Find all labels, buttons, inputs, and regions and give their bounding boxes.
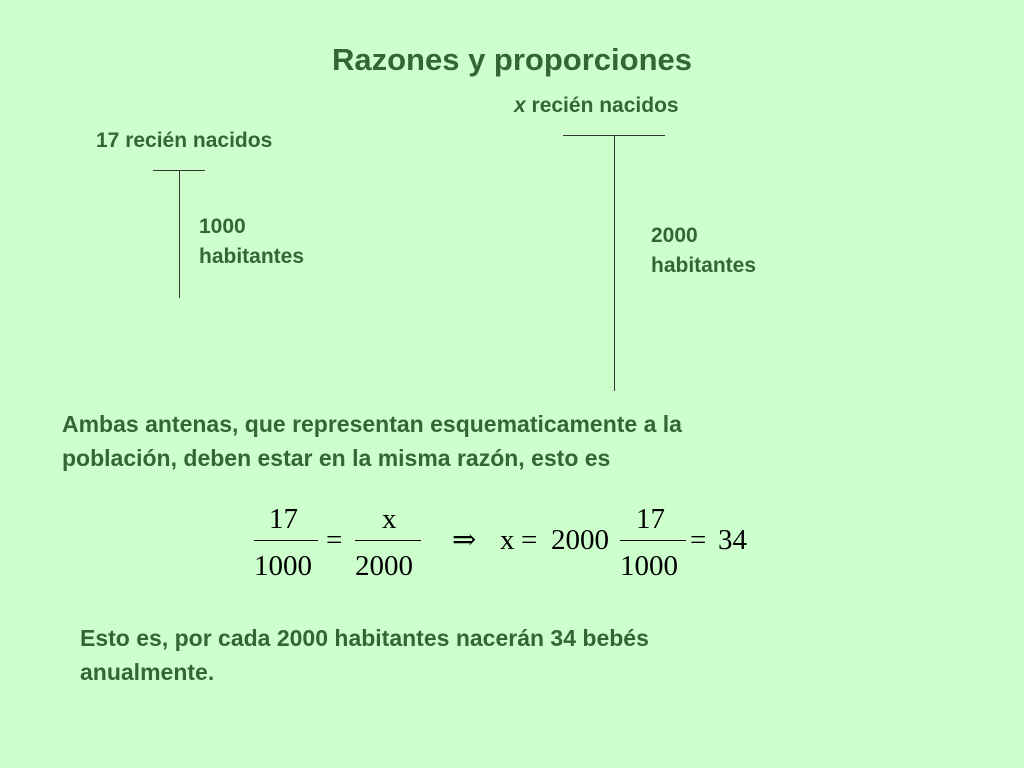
fraction-2-numerator: x <box>382 503 397 535</box>
right-antenna-side-label-number: 2000 <box>651 224 698 247</box>
fraction-3-denominator: 1000 <box>620 550 678 582</box>
equals-sign-1: = <box>326 524 343 556</box>
left-antenna-side-label-number: 1000 <box>199 215 246 238</box>
left-antenna-top-label: 17 recién nacidos <box>96 129 273 152</box>
left-antenna-mast <box>179 170 180 298</box>
fraction-1-bar <box>254 540 318 541</box>
fraction-2-denominator: 2000 <box>355 550 413 582</box>
right-antenna-top-label <box>514 91 679 121</box>
fraction-2-bar <box>355 540 421 541</box>
left-antenna-side-label-unit: habitantes <box>199 245 305 268</box>
explanation-line-2: población, deben estar en la misma razón, esto es <box>62 445 611 471</box>
conclusion-line-1: Esto es, por cada 2000 habitantes nacerán 34 bebés <box>80 625 649 651</box>
fraction-1-numerator: 17 <box>269 503 298 535</box>
explanation-line-1: Ambas antenas, que representan esquematicamente a la <box>62 411 682 437</box>
fraction-1-denominator: 1000 <box>254 550 312 582</box>
conclusion-line-2: anualmente. <box>80 659 215 685</box>
result-variable: x <box>500 524 515 556</box>
fraction-3-numerator: 17 <box>636 503 665 535</box>
right-antenna-mast <box>614 135 615 391</box>
right-antenna-side-label-unit: habitantes <box>651 254 757 277</box>
fraction-3-bar <box>620 540 686 541</box>
result-value: 34 <box>718 524 747 556</box>
equals-sign-2: = <box>521 524 538 556</box>
right-antenna-top-variable: x <box>514 94 526 117</box>
slide-title: Razones y proporciones <box>331 42 693 77</box>
multiplier-2000: 2000 <box>551 524 609 556</box>
right-antenna-top-label-text: recién nacidos <box>525 94 679 117</box>
implies-arrow: ⇒ <box>452 524 477 556</box>
equals-sign-3: = <box>690 524 707 556</box>
